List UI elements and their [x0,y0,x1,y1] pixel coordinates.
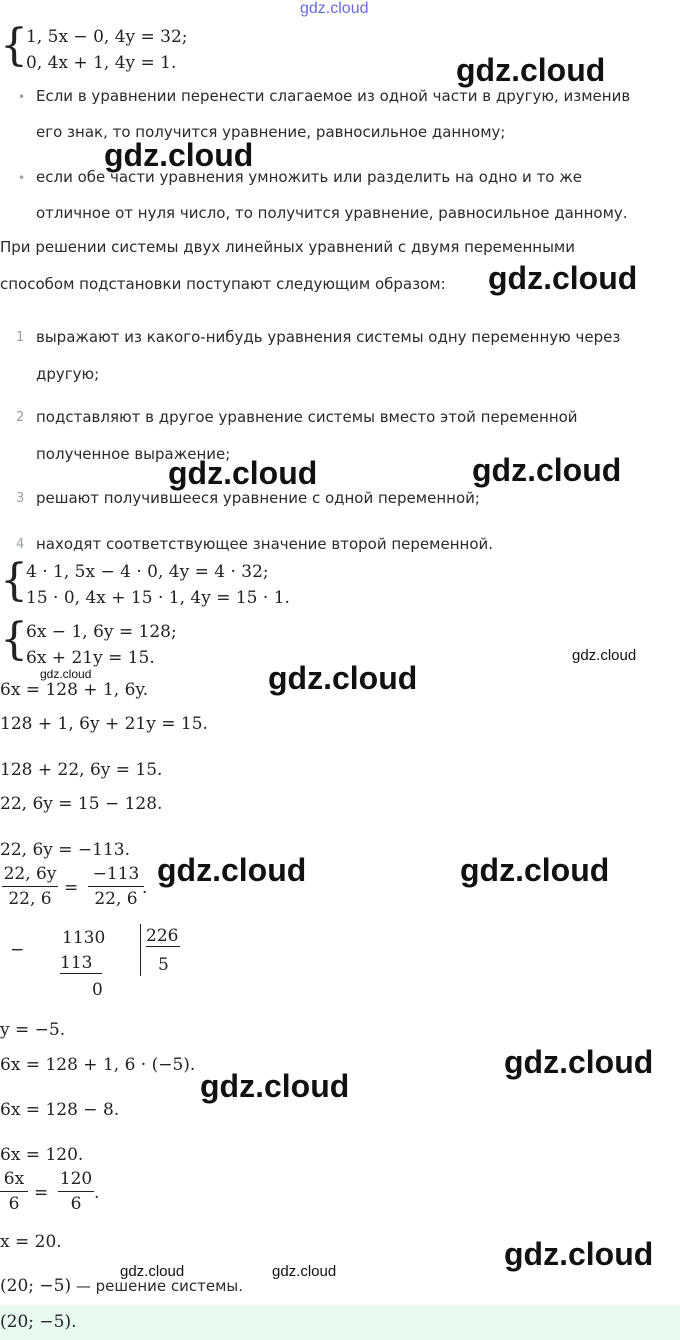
step-4-line1: находят соответствующее значение второй переменной. [36,535,494,553]
division-remainder: 0 [92,980,103,1000]
watermark: gdz.cloud [104,137,254,173]
bullet-icon: • [18,171,26,185]
watermark: gdz.cloud [157,852,307,888]
rule-1-line1: Если в уравнении перенести слагаемое из одной части в другую, изменив [36,87,631,105]
solution-math: (20; −5) [0,1276,72,1296]
system1-eq2: 0, 4x + 1, 4y = 1. [26,53,177,73]
equation: 128 + 22, 6y = 15. [0,760,163,780]
fraction [0,1169,28,1214]
step-1-line1: выражают из какого-нибудь уравнения системы одну переменную через [36,328,621,346]
fraction-numerator: 6x [3,1169,25,1189]
answer-box [0,1305,680,1340]
equation: 6x = 120. [0,1145,84,1165]
equation: 6x = 128 − 8. [0,1100,120,1120]
system3-eq2: 6x + 21y = 15. [26,648,155,668]
fraction [88,864,144,909]
fraction-numerator: 120 [59,1169,93,1189]
intro-line1: При решении системы двух линейных уравнений с двумя переменными [0,238,575,256]
system2-eq1: 4 · 1, 5x − 4 · 0, 4y = 4 · 32; [26,562,269,582]
equation: 128 + 1, 6y + 21y = 15. [0,714,208,734]
solution-text: — решение системы. [71,1277,244,1295]
division-dividend: 1130 [62,928,106,948]
rule-1-line2: его знак, то получится уравнение, равносильное данному; [36,123,506,141]
fraction [58,1169,94,1214]
step-3-line1: решают получившееся уравнение с одной переменной; [36,489,480,507]
division-subtrahend: 113 [60,954,102,974]
division-bar [140,924,141,976]
fraction-denominator: 6 [70,1194,82,1214]
fraction-numerator: −113 [92,864,140,884]
watermark: gdz.cloud [272,1263,337,1280]
period: . [94,1183,100,1203]
fraction-denominator: 6 [8,1194,20,1214]
watermark: gdz.cloud [472,452,622,488]
equation: 22, 6y = −113. [0,840,131,860]
equation: 6x = 128 + 1, 6 · (−5). [0,1055,196,1075]
fraction-denominator: 22, 6 [8,889,52,909]
fraction [2,864,58,909]
rule-2-line2: отличное от нуля число, то получится уравнение, равносильное данному. [36,204,628,222]
equals-sign: = [34,1183,49,1203]
watermark: gdz.cloud [40,667,92,681]
watermark: gdz.cloud [504,1044,654,1080]
watermark: gdz.cloud [488,260,638,296]
step-number: 1 [16,330,25,345]
system3-eq1: 6x − 1, 6y = 128; [26,622,177,642]
watermark: gdz.cloud [300,0,369,17]
system-brace: { [0,555,28,606]
watermark: gdz.cloud [460,852,610,888]
step-number: 4 [16,537,25,552]
watermark: gdz.cloud [572,647,637,664]
watermark: gdz.cloud [268,660,418,696]
solution-line [0,1276,243,1296]
fraction-denominator: 22, 6 [94,889,138,909]
equation: 22, 6y = 15 − 128. [0,794,163,814]
answer: (20; −5). [0,1312,77,1332]
system-brace: { [0,614,28,665]
division-divisor: 226 [146,926,179,946]
bullet-icon: • [18,90,26,104]
step-number: 2 [16,410,25,425]
watermark: gdz.cloud [504,1236,654,1272]
watermark: gdz.cloud [168,455,318,491]
step-2-line2: полученное выражение; [36,445,231,463]
rule-2-line1: если обе части уравнения умножить или разделить на одно и то же [36,168,582,186]
step-1-line2: другую; [36,365,100,383]
system-brace: { [0,20,28,71]
system1-eq1: 1, 5x − 0, 4y = 32; [26,27,188,47]
system2-eq2: 15 · 0, 4x + 15 · 1, 4y = 15 · 1. [26,588,290,608]
watermark: gdz.cloud [120,1263,185,1280]
intro-line2: способом подстановки поступают следующим образом: [0,275,446,293]
fraction-numerator: 22, 6y [3,864,57,884]
equals-sign: = [64,878,79,898]
equation: 6x = 128 + 1, 6y. [0,680,149,700]
watermark: gdz.cloud [456,52,606,88]
equation: y = −5. [0,1020,66,1040]
division-quotient: 5 [158,955,169,975]
step-2-line1: подставляют в другое уравнение системы вместо этой переменной [36,408,578,426]
step-number: 3 [16,491,25,506]
period: . [142,878,148,898]
watermark: gdz.cloud [200,1068,350,1104]
division-minus: − [10,940,25,960]
equation: x = 20. [0,1232,62,1252]
